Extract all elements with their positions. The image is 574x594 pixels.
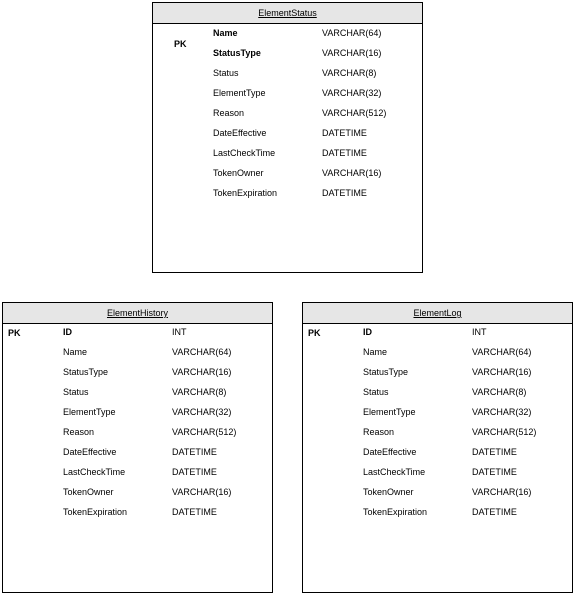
column-type: VARCHAR(8) (172, 387, 227, 397)
column-name: Status (213, 68, 239, 78)
table-title: ElementStatus (258, 8, 317, 18)
column-type: VARCHAR(32) (322, 88, 382, 98)
table-elementlog (302, 302, 573, 593)
column-type: VARCHAR(512) (322, 108, 387, 118)
column-name: ElementType (363, 407, 416, 417)
column-name: Name (363, 347, 388, 357)
column-name: TokenExpiration (213, 188, 278, 198)
column-type: VARCHAR(64) (172, 347, 232, 357)
column-name: DateEffective (363, 447, 417, 457)
column-name: Reason (363, 427, 395, 437)
column-name: StatusType (213, 48, 261, 58)
column-name: ID (363, 327, 372, 337)
column-type: VARCHAR(16) (322, 48, 382, 58)
table-title: ElementHistory (106, 308, 169, 318)
column-type: VARCHAR(16) (172, 367, 232, 377)
column-type: DATETIME (172, 467, 217, 477)
column-type: VARCHAR(16) (472, 487, 532, 497)
column-type: INT (172, 327, 187, 337)
column-name: Name (213, 28, 238, 38)
column-type: DATETIME (472, 467, 517, 477)
column-type: DATETIME (472, 507, 517, 517)
column-name: Reason (63, 427, 95, 437)
column-type: VARCHAR(16) (472, 367, 532, 377)
column-type: VARCHAR(32) (472, 407, 532, 417)
column-name: TokenExpiration (63, 507, 128, 517)
column-name: DateEffective (63, 447, 117, 457)
column-type: VARCHAR(8) (472, 387, 527, 397)
column-type: VARCHAR(512) (172, 427, 237, 437)
column-type: DATETIME (172, 507, 217, 517)
column-name: Status (63, 387, 89, 397)
column-name: TokenOwner (213, 168, 264, 178)
column-type: VARCHAR(512) (472, 427, 537, 437)
column-type: DATETIME (322, 188, 367, 198)
column-type: DATETIME (322, 148, 367, 158)
pk-label: PK (308, 328, 321, 338)
table-elementhistory (2, 302, 273, 593)
column-name: ElementType (63, 407, 116, 417)
column-name: TokenExpiration (363, 507, 428, 517)
table-title: ElementLog (413, 308, 462, 318)
column-name: LastCheckTime (63, 467, 126, 477)
pk-label: PK (174, 39, 187, 49)
column-name: LastCheckTime (213, 148, 276, 158)
column-name: Reason (213, 108, 245, 118)
column-name: LastCheckTime (363, 467, 426, 477)
column-name: ID (63, 327, 72, 337)
column-name: Status (363, 387, 389, 397)
column-name: Name (63, 347, 88, 357)
column-name: StatusType (363, 367, 409, 377)
table-header (303, 303, 572, 324)
column-name: DateEffective (213, 128, 267, 138)
table-elementstatus (152, 2, 423, 273)
column-type: VARCHAR(8) (322, 68, 377, 78)
column-type: VARCHAR(64) (472, 347, 532, 357)
column-type: VARCHAR(64) (322, 28, 382, 38)
column-type: DATETIME (172, 447, 217, 457)
column-name: TokenOwner (363, 487, 414, 497)
column-type: VARCHAR(16) (172, 487, 232, 497)
column-name: ElementType (213, 88, 266, 98)
column-type: INT (472, 327, 487, 337)
table-header (3, 303, 272, 324)
pk-label: PK (8, 328, 21, 338)
column-type: DATETIME (472, 447, 517, 457)
column-name: TokenOwner (63, 487, 114, 497)
table-header (153, 3, 422, 24)
column-name: StatusType (63, 367, 109, 377)
column-type: DATETIME (322, 128, 367, 138)
column-type: VARCHAR(32) (172, 407, 232, 417)
column-type: VARCHAR(16) (322, 168, 382, 178)
